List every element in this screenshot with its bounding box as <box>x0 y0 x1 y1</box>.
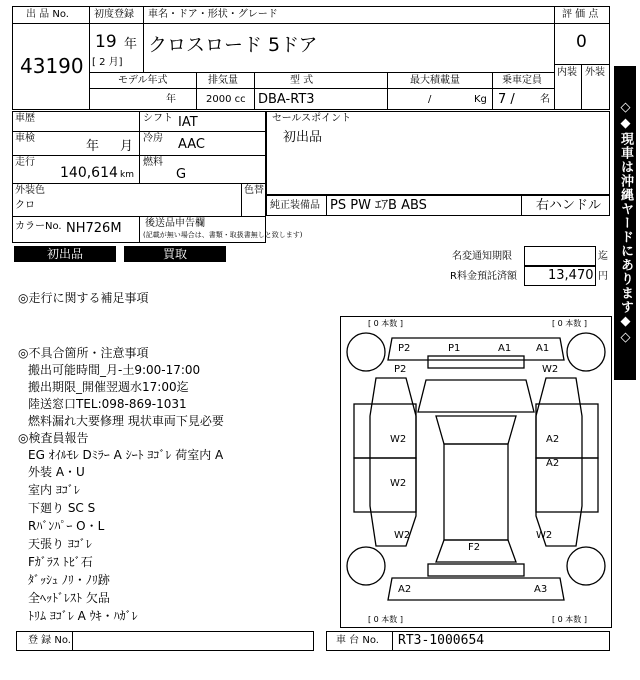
shift-value: IAT <box>178 115 198 130</box>
damage-mark: A2 <box>546 458 560 469</box>
first-reg-label: 初度登録 <box>94 9 134 20</box>
first-reg-year: 19 <box>95 32 117 52</box>
damage-mark: P2 <box>394 364 407 375</box>
capacity-label: 乗車定員 <box>502 75 542 86</box>
damage-mark: W2 <box>390 434 407 445</box>
exterior-color-value: クロ <box>15 200 35 211</box>
roof <box>444 444 508 540</box>
lot-number: 43190 <box>20 54 84 78</box>
displacement-label: 排気量 <box>208 75 238 86</box>
inspector-line: Fｶﾞﾗｽ ﾄﾋﾞ石 <box>28 555 93 569</box>
first-reg-year-unit: 年 <box>124 37 138 52</box>
damage-mark: F2 <box>468 542 481 553</box>
tire-rear-left <box>347 547 385 585</box>
ac-label: 冷房 <box>143 133 163 144</box>
mileage-label: 走行 <box>15 157 35 168</box>
count-top-right: [ 0 本数 ] <box>552 319 587 328</box>
count-top-left: [ 0 本数 ] <box>368 319 403 328</box>
tire-front-left <box>347 333 385 371</box>
model-year-unit: 年 <box>166 94 176 105</box>
left-side-outline <box>370 378 416 546</box>
fuel-value: G <box>176 167 187 182</box>
damage-mark: A2 <box>546 434 560 445</box>
lot-label: 出 品 No. <box>26 9 69 20</box>
inspector-line: 天張り ﾖｺﾞﾚ <box>28 537 92 551</box>
interior-label: 内装 <box>557 67 577 78</box>
type-label: 型 式 <box>290 75 314 86</box>
damage-mark: P1 <box>448 343 461 354</box>
purchase-badge: 買取 <box>124 246 226 262</box>
inspector-line: Rﾊﾞﾝﾊﾟｰ O・L <box>28 519 105 533</box>
first-listing-badge: 初出品 <box>14 246 116 262</box>
damage-mark: A3 <box>534 584 548 595</box>
damage-mark: A1 <box>498 343 512 354</box>
windshield <box>436 416 516 444</box>
max-load-slash: / <box>428 94 432 105</box>
inspector-line: 外装 A・U <box>28 465 85 479</box>
recycle-unit: 円 <box>598 271 608 282</box>
inspector-line: 全ﾍｯﾄﾞﾚｽﾄ 欠品 <box>28 591 110 605</box>
door-left-front <box>354 404 416 458</box>
door-left-rear <box>354 458 416 512</box>
sales-label: セールスポイント <box>272 113 352 124</box>
damage-mark: W2 <box>394 530 411 541</box>
hood <box>418 380 534 412</box>
count-bottom-right: [ 0 本数 ] <box>552 615 587 624</box>
defect-line: 燃料漏れ大要修理 現状車両下見必要 <box>28 414 224 428</box>
inspection-label: 車検 <box>15 133 35 144</box>
max-load-unit: Kg <box>474 94 487 105</box>
inspector-line: EG ｵｲﾙﾓﾚ Dﾐﾗｰ A ｼｰﾄ ﾖｺﾞﾚ 荷室内 A <box>28 448 224 462</box>
okinawa-yard-banner: ◇◆現車は沖縄ヤードにあります◆◇ <box>614 66 636 380</box>
score-label: 評 価 点 <box>562 9 599 20</box>
aftermarket-note: (記載が無い場合は、書類・取扱書無しと致します) <box>143 231 303 239</box>
chassis-value: RT3-1000654 <box>398 633 485 648</box>
displacement-value: 2000 cc <box>206 94 246 105</box>
color-no-label: カラーNo. <box>15 221 62 232</box>
color-no-value: NH726M <box>66 221 122 236</box>
capacity-value: 7 / <box>498 92 515 107</box>
equipment-value: PS PW ｴｱB ABS <box>330 198 427 213</box>
chassis-label: 車 台 No. <box>336 635 379 646</box>
steering-value: 右ハンドル <box>536 198 602 213</box>
defect-line: 搬出期限_開催翌週水17:00迄 <box>28 380 189 394</box>
car-name: クロスロード 5ドア <box>148 34 318 56</box>
deadline-unit: 迄 <box>598 251 608 262</box>
exterior-label: 外装 <box>585 67 605 78</box>
color-change-label: 色替 <box>244 185 264 196</box>
defect-line: 搬出可能時間_月-土9:00-17:00 <box>28 363 201 377</box>
mileage-unit: km <box>120 170 134 180</box>
inspection-year: 年 <box>86 139 100 154</box>
damage-mark: W2 <box>542 364 559 375</box>
first-reg-month: [ 2 月] <box>92 57 123 68</box>
tire-rear-right <box>567 547 605 585</box>
max-load-label: 最大積載量 <box>410 75 460 86</box>
score-value: 0 <box>576 32 587 52</box>
history-label: 車歴 <box>15 113 35 124</box>
front-grille <box>428 356 524 368</box>
inspector-title: ◎検査員報告 <box>18 431 89 445</box>
defects-title: ◎不具合箇所・注意事項 <box>18 346 149 360</box>
deadline-box <box>524 246 596 266</box>
damage-mark: P2 <box>398 343 411 354</box>
equipment-label: 純正装備品 <box>270 200 320 211</box>
inspector-line: 室内 ﾖｺﾞﾚ <box>28 483 80 497</box>
door-right-front <box>536 404 598 458</box>
capacity-unit: 名 <box>540 94 550 105</box>
model-year-label: モデル年式 <box>118 75 168 86</box>
car-damage-diagram <box>340 316 612 628</box>
deadline-label: 名変通知期限 <box>452 251 512 262</box>
count-bottom-left: [ 0 本数 ] <box>368 615 403 624</box>
inspector-line: ﾄﾘﾑ ﾖｺﾞﾚ A ｳｷ・ﾊｶﾞﾚ <box>28 609 138 623</box>
aftermarket-label: 後送品申告欄 <box>145 218 205 229</box>
ac-value: AAC <box>178 137 205 152</box>
mileage-value: 140,614 <box>60 165 118 181</box>
inspector-line: ﾀﾞｯｼｭ ﾉﾘ・ﾉﾘ跡 <box>28 573 110 587</box>
type-value: DBA-RT3 <box>258 92 315 107</box>
rear-plate <box>428 564 524 576</box>
registration-label: 登 録 No. <box>28 635 71 646</box>
damage-mark: A2 <box>398 584 412 595</box>
exterior-color-label: 外装色 <box>15 185 45 196</box>
damage-mark: W2 <box>390 478 407 489</box>
running-notes-title: ◎走行に関する補足事項 <box>18 291 149 305</box>
inspector-line: 下廻り SC S <box>28 501 96 515</box>
shift-label: シフト <box>143 113 173 124</box>
recycle-value: 13,470 <box>548 268 594 283</box>
damage-mark: W2 <box>536 530 553 541</box>
name-label: 車名・ドア・形状・グレード <box>148 9 278 20</box>
defect-line: 陸送窓口TEL:098-869-1031 <box>28 397 187 411</box>
recycle-label: R料金預託済額 <box>450 271 517 282</box>
sales-value: 初出品 <box>283 130 323 145</box>
tire-front-right <box>567 333 605 371</box>
fuel-label: 燃料 <box>143 157 163 168</box>
inspection-month: 月 <box>120 139 134 154</box>
damage-mark: A1 <box>536 343 550 354</box>
